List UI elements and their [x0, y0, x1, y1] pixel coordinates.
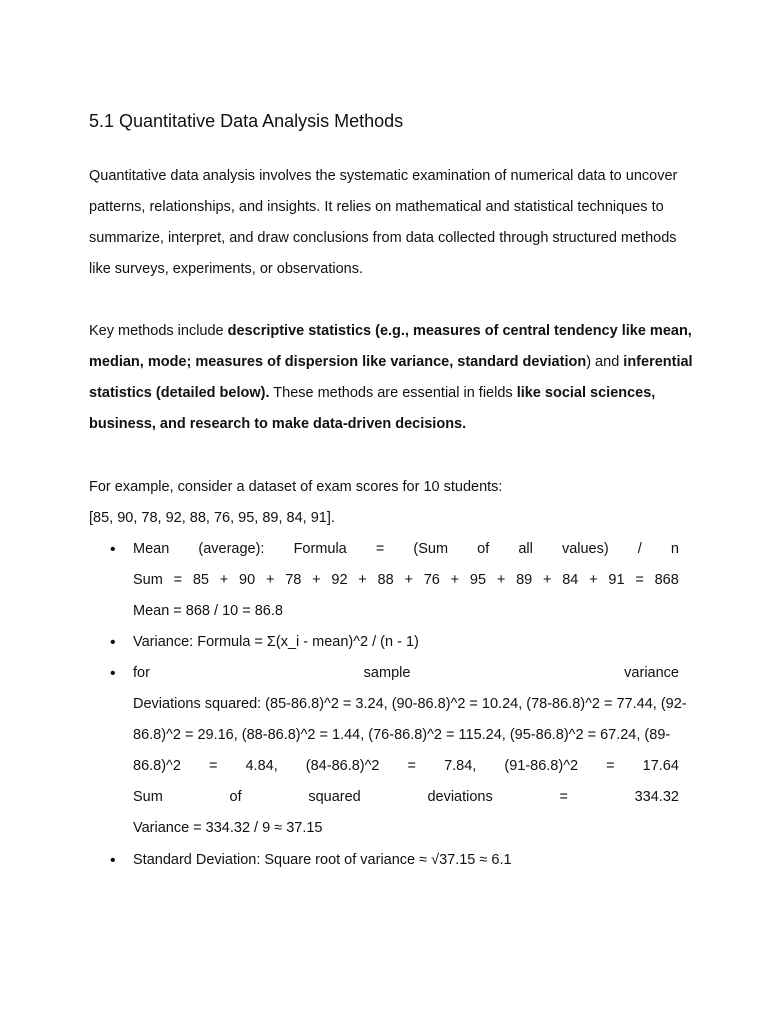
word: (84-86.8)^2 [305, 758, 380, 774]
bullet-icon: • [110, 541, 116, 558]
word: (average): [198, 541, 265, 557]
word: 95 [469, 572, 487, 588]
word: 868 [654, 572, 679, 588]
bold-text: inferential [623, 354, 693, 370]
word: + [542, 572, 552, 588]
mean-result: Mean = 868 / 10 = 86.8 [133, 603, 283, 619]
methods-paragraph [89, 316, 693, 440]
word: + [589, 572, 598, 588]
deviations-line [133, 751, 679, 782]
word: (Sum [413, 541, 449, 557]
paragraph-line: Quantitative data analysis involves the systematic examination of numerical data to uncover [89, 168, 678, 184]
bold-text: descriptive statistics (e.g., measures of central tendency like mean, [227, 323, 692, 339]
word: Sum [133, 789, 163, 805]
bullet-icon: • [110, 665, 116, 682]
word: 76 [423, 572, 440, 588]
std-deviation-text: Standard Deviation: Square root of variance ≈ √37.15 ≈ 6.1 [133, 852, 512, 868]
word: 90 [239, 572, 256, 588]
example-paragraph [89, 472, 679, 534]
deviations-line: Deviations squared: (85-86.8)^2 = 3.24, (90-86.8)^2 = 10.24, (78-86.8)^2 = 77.44, (92- [133, 696, 687, 712]
word: + [496, 572, 506, 588]
word: variance [624, 665, 679, 681]
word: squared [308, 789, 361, 805]
word: 89 [516, 572, 533, 588]
word: = [606, 758, 615, 774]
word: 334.32 [634, 789, 679, 805]
word: of [229, 789, 242, 805]
paragraph-line [89, 347, 693, 378]
word: + [404, 572, 413, 588]
word: 84 [562, 572, 579, 588]
bullet-variance [133, 627, 679, 658]
word: = [407, 758, 417, 774]
paragraph-line [89, 378, 679, 409]
paragraph-line [89, 409, 679, 440]
variance-result: Variance = 334.32 / 9 ≈ 37.15 [133, 820, 323, 836]
word: 85 [192, 572, 209, 588]
bullet-std-deviation [133, 845, 679, 876]
word: = [173, 572, 183, 588]
paragraph-line: patterns, relationships, and insights. It relies on mathematical and statistical techniques to [89, 199, 664, 215]
deviations-line: 86.8)^2 = 29.16, (88-86.8)^2 = 1.44, (76-86.8)^2 = 115.24, (95-86.8)^2 = 67.24, (89- [133, 727, 671, 743]
variance-formula: Variance: Formula = Σ(x_i - mean)^2 / (n - 1) [133, 634, 419, 650]
intro-paragraph [89, 161, 679, 285]
word: + [312, 572, 321, 588]
word: 92 [331, 572, 348, 588]
word: 88 [377, 572, 394, 588]
bold-text: median, mode; measures of dispersion like variance, standard deviation [89, 354, 587, 370]
section-heading: 5.1 Quantitative Data Analysis Methods [89, 111, 404, 131]
bullet-icon: • [110, 852, 116, 869]
word: 78 [285, 572, 302, 588]
word: for [133, 665, 150, 681]
plain-text: ) and [586, 354, 624, 370]
word: deviations [427, 789, 493, 805]
bullet-sample-variance [133, 658, 687, 844]
paragraph-line: summarize, interpret, and draw conclusions from data collected through structured methods [89, 230, 677, 246]
word: (91-86.8)^2 [504, 758, 579, 774]
word: + [265, 572, 275, 588]
word: Formula [293, 541, 347, 557]
sum-squared-line [133, 782, 679, 813]
word: of [477, 541, 490, 557]
word: 86.8)^2 [133, 758, 181, 774]
word: = [375, 541, 385, 557]
word: 7.84, [444, 758, 477, 774]
word: = [559, 789, 568, 805]
word: = [208, 758, 218, 774]
word: Sum [133, 572, 163, 588]
bullet-icon: • [110, 634, 116, 651]
sample-heading-line [133, 658, 679, 689]
bold-text: statistics (detailed below). [89, 385, 270, 401]
word: Mean [133, 541, 170, 557]
bold-text: business, and research to make data-driven decisions. [89, 416, 467, 432]
word: all [518, 541, 533, 557]
word: + [450, 572, 460, 588]
word: + [358, 572, 367, 588]
paragraph-line: like surveys, experiments, or observations. [89, 261, 363, 277]
word: + [219, 572, 229, 588]
example-intro: For example, consider a dataset of exam scores for 10 students: [89, 479, 503, 495]
word: = [635, 572, 644, 588]
word: 91 [608, 572, 625, 588]
mean-formula-line [133, 534, 679, 565]
plain-text: Key methods include [89, 323, 228, 339]
word: values) [561, 541, 609, 557]
word: n [670, 541, 679, 557]
paragraph-line [89, 316, 692, 347]
word: / [637, 541, 642, 557]
bold-text: like social sciences, [516, 385, 656, 401]
bullet-mean [133, 534, 679, 627]
dataset-line: [85, 90, 78, 92, 88, 76, 95, 89, 84, 91]. [89, 510, 335, 526]
plain-text: These methods are essential in fields [269, 385, 517, 401]
mean-sum-line [133, 565, 679, 596]
word: 4.84, [245, 758, 278, 774]
word: 17.64 [642, 758, 679, 774]
word: sample [363, 665, 411, 681]
